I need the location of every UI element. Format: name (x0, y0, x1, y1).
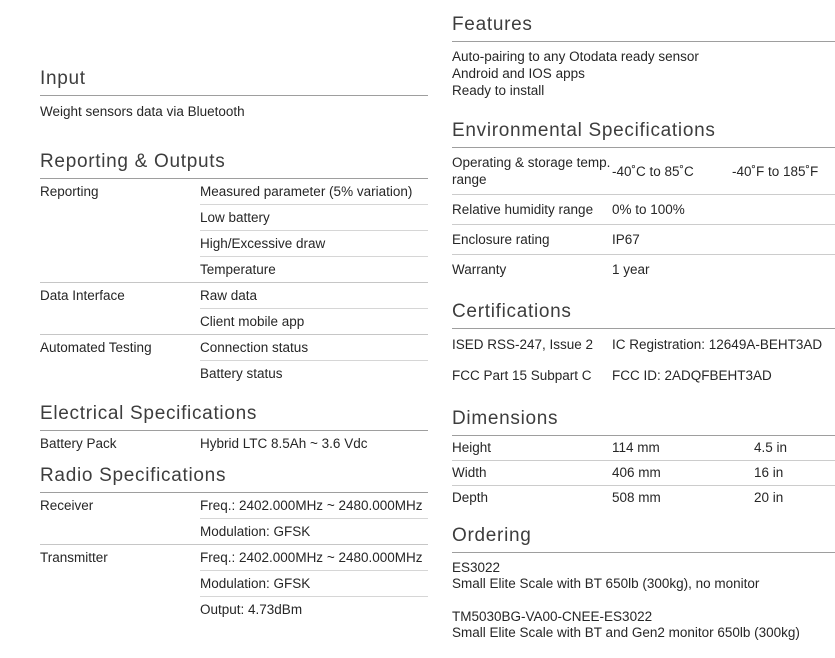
radio-table (40, 493, 428, 622)
product-code: TM5030BG-VA00-CNEE-ES3022 (452, 609, 653, 624)
row-value (732, 234, 835, 246)
table-row (452, 360, 835, 391)
row-value-fahrenheit: -40˚F to 185˚F (732, 163, 819, 179)
row-value: Output: 4.73dBm (200, 596, 428, 622)
table-row (452, 224, 835, 254)
table-row-group (40, 493, 428, 544)
table-row-group (40, 334, 428, 386)
row-label: Automated Testing (40, 340, 152, 355)
row-value: Low battery (200, 204, 428, 230)
section-title-radio: Radio Specifications (40, 465, 428, 493)
section-features (452, 14, 835, 99)
row-value: Client mobile app (200, 308, 428, 334)
row-value-metric: 114 mm (612, 440, 660, 455)
row-label: Receiver (40, 498, 94, 513)
ordering-list (452, 553, 835, 641)
row-value: Modulation: GFSK (200, 570, 428, 596)
section-environmental-specifications (452, 120, 835, 284)
row-value-metric: 508 mm (612, 490, 661, 505)
product-code: ES3022 (452, 560, 501, 575)
environmental-table (452, 148, 835, 284)
list-item: Auto-pairing to any Otodata ready sensor (452, 49, 699, 64)
row-value (732, 204, 835, 216)
table-row (452, 194, 835, 224)
row-value: Hybrid LTC 8.5Ah ~ 3.6 Vdc (200, 436, 368, 451)
row-value: Battery status (200, 360, 428, 386)
row-value: 1 year (612, 262, 650, 277)
row-value: Measured parameter (5% variation) (200, 184, 413, 199)
dimensions-table (452, 436, 835, 510)
row-label: Relative humidity range (452, 202, 594, 217)
row-value: High/Excessive draw (200, 230, 428, 256)
input-body-text: Weight sensors data via Bluetooth (40, 104, 245, 119)
row-value: Freq.: 2402.000MHz ~ 2480.000MHz (200, 498, 423, 513)
row-value-imperial: 4.5 in (754, 440, 788, 455)
list-item: Ready to install (452, 83, 545, 98)
section-title-input: Input (40, 68, 428, 96)
right-column (452, 0, 835, 658)
table-row-group (40, 282, 428, 334)
section-title-electrical: Electrical Specifications (40, 403, 428, 431)
section-title-ordering: Ordering (452, 525, 835, 553)
row-value: Raw data (200, 288, 258, 303)
row-value: Modulation: GFSK (200, 518, 428, 544)
product-description: Small Elite Scale with BT and Gen2 monitor 650lb (300kg) (452, 625, 800, 640)
left-column (40, 0, 428, 622)
table-row-group (40, 431, 428, 456)
list-item: Android and IOS apps (452, 66, 585, 81)
row-label: FCC Part 15 Subpart C (452, 368, 592, 383)
row-label: Depth (452, 490, 489, 505)
row-label: ISED RSS-247, Issue 2 (452, 337, 594, 352)
section-electrical-specifications (40, 403, 428, 456)
ordering-item (452, 609, 835, 641)
row-value: FCC ID: 2ADQFBEHT3AD (612, 368, 772, 383)
table-row (452, 436, 835, 460)
row-value: Freq.: 2402.000MHz ~ 2480.000MHz (200, 550, 423, 565)
row-value (732, 264, 835, 276)
table-row (452, 254, 835, 284)
row-label: Warranty (452, 262, 507, 277)
certifications-table (452, 329, 835, 391)
row-value: 0% to 100% (612, 202, 685, 217)
row-value: Connection status (200, 340, 309, 355)
row-label: Battery Pack (40, 436, 117, 451)
row-label: Height (452, 440, 492, 455)
section-radio-specifications (40, 465, 428, 622)
reporting-table (40, 179, 428, 386)
row-value-metric: 406 mm (612, 465, 661, 480)
row-value-imperial: 16 in (754, 465, 784, 480)
section-title-reporting-outputs: Reporting & Outputs (40, 151, 428, 179)
row-value: IP67 (612, 232, 640, 247)
row-label: Enclosure rating (452, 232, 550, 247)
row-label: Operating & storage temp. range (452, 155, 611, 187)
section-dimensions (452, 408, 835, 510)
section-reporting-outputs (40, 151, 428, 386)
ordering-item (452, 560, 835, 592)
row-value-imperial: 20 in (754, 490, 784, 505)
row-label: Data Interface (40, 288, 125, 303)
product-description: Small Elite Scale with BT 650lb (300kg), no monitor (452, 576, 760, 591)
table-row (452, 485, 835, 510)
table-row-group (40, 179, 428, 282)
row-label: Reporting (40, 184, 99, 199)
row-value-celsius: -40˚C to 85˚C (612, 163, 694, 179)
row-value: IC Registration: 12649A-BEHT3AD (612, 337, 823, 352)
row-value: Temperature (200, 256, 428, 282)
section-title-features: Features (452, 14, 835, 42)
electrical-table (40, 431, 428, 456)
features-list (452, 42, 835, 99)
section-ordering (452, 525, 835, 641)
section-title-certifications: Certifications (452, 301, 835, 329)
row-label: Transmitter (40, 550, 108, 565)
section-title-environmental: Environmental Specifications (452, 120, 835, 148)
table-row (452, 148, 835, 194)
table-row (452, 460, 835, 485)
section-input (40, 68, 428, 127)
table-row (452, 329, 835, 360)
table-row-group (40, 544, 428, 622)
section-certifications (452, 301, 835, 391)
row-label: Width (452, 465, 487, 480)
section-title-dimensions: Dimensions (452, 408, 835, 436)
